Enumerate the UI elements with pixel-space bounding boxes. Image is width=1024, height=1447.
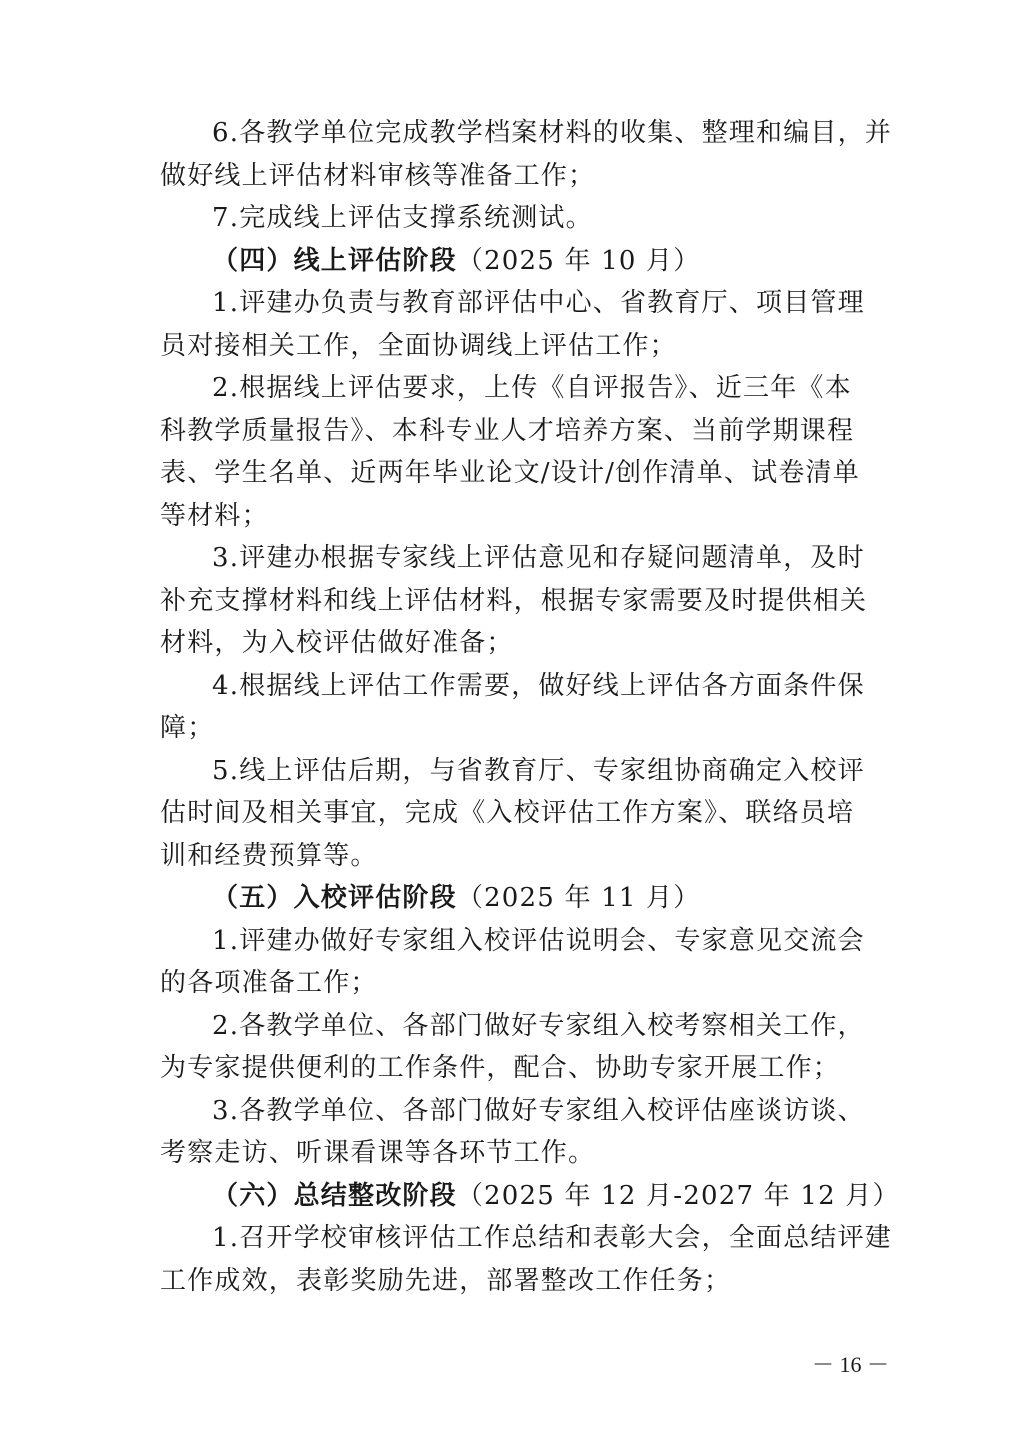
paragraph-line: 等材料； [160,500,269,531]
heading-title: （六）总结整改阶段 [212,1180,457,1211]
paragraph-line: 表、学生名单、近两年毕业论文/设计/创作清单、试卷清单 [160,458,860,488]
paragraph-line: 障； [160,713,215,743]
paragraph-line: 做好线上评估材料审核等准备工作； [160,160,596,191]
paragraph-line: 5.线上评估后期，与省教育厅、专家组协商确定入校评 [212,755,865,786]
heading-title: （四）线上评估阶段 [212,245,457,276]
heading-date: （2025 年 10 月） [456,245,701,276]
paragraph-line: 2.各教学单位、各部门做好专家组入校考察相关工作， [212,1010,865,1041]
paragraph-line: 科教学质量报告》、本科专业人才培养方案、当前学期课程 [160,415,855,446]
paragraph-line: 3.各教学单位、各部门做好专家组入校评估座谈访谈、 [212,1095,865,1126]
paragraph-line: 1.评建办负责与教育部评估中心、省教育厅、项目管理 [212,288,865,318]
paragraph-line: 估时间及相关事宜，完成《入校评估工作方案》、联络员培 [160,798,855,828]
paragraph-line: 1.评建办做好专家组入校评估说明会、专家意见交流会 [212,925,865,956]
paragraph-line: 3.评建办根据专家线上评估意见和存疑问题清单，及时 [212,543,865,573]
paragraph-line: 考察走访、听课看课等各环节工作。 [160,1138,596,1168]
page-number: － 16 － [812,1352,890,1377]
section-heading-on-campus-evaluation [160,877,880,920]
paragraph-line: 7.完成线上评估支撑系统测试。 [212,203,593,233]
section-heading-online-evaluation [160,240,880,283]
heading-date: （2025 年 11 月） [456,883,701,913]
paragraph-line: 工作成效，表彰奖励先进，部署整改工作任务； [160,1265,732,1296]
document-page [160,112,900,1302]
paragraph-line: 6.各教学单位完成教学档案材料的收集、整理和编目，并 [212,118,893,148]
section-heading-summary-rectification [160,1175,900,1218]
paragraph-line: 训和经费预算等。 [160,840,378,871]
paragraph-line: 4.根据线上评估工作需要，做好线上评估各方面条件保 [212,670,865,701]
paragraph-line: 为专家提供便利的工作条件，配合、协助专家开展工作； [160,1053,841,1083]
paragraph-line: 的各项准备工作； [160,968,378,998]
heading-date: （2025 年 12 月-2027 年 12 月） [456,1180,900,1211]
paragraph-line: 补充支撑材料和线上评估材料，根据专家需要及时提供相关 [160,585,868,616]
paragraph-line: 员对接相关工作，全面协调线上评估工作； [160,330,677,361]
paragraph-line: 2.根据线上评估要求，上传《自评报告》、近三年《本 [212,373,852,403]
paragraph-line: 材料，为入校评估做好准备； [160,628,514,658]
paragraph-line: 1.召开学校审核评估工作总结和表彰大会，全面总结评建 [212,1223,893,1253]
heading-title: （五）入校评估阶段 [212,883,457,913]
